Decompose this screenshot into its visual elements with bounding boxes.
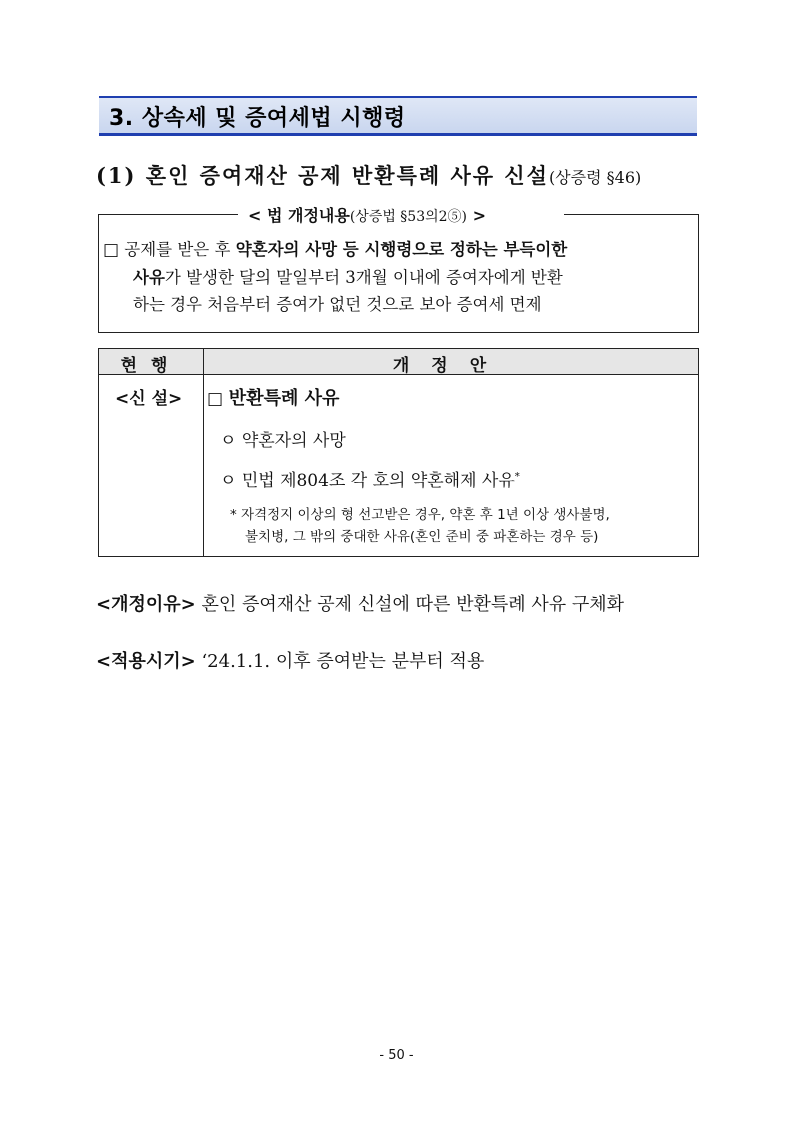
section-header-bar: [99, 96, 697, 136]
note-line-2: 불치병, 그 밖의 중대한 사유(혼인 준비 중 파혼하는 경우 등): [245, 529, 599, 545]
amendment-reason: [96, 590, 624, 616]
page-number: - 50 -: [379, 1048, 414, 1063]
reason-label: <개정이유>: [96, 594, 196, 615]
checkbox-icon: □: [103, 240, 120, 260]
proposed-note: [230, 504, 696, 548]
law-box-label-ref: (상증법 §53의2⑤): [349, 209, 468, 225]
law-box-line-3: 하는 경우 처음부터 증여가 없던 것으로 보아 증여세 면제: [133, 295, 542, 314]
apply-label: <적용시기>: [96, 651, 196, 672]
law-box-line-1: □ 공제를 받은 후 약혼자의 사망 등 시행령으로 정하는 부득이한: [103, 240, 568, 260]
proposed-title: □ 반환특례 사유: [207, 388, 340, 409]
header-proposed: 개정안: [392, 356, 509, 376]
comparison-table: [98, 348, 699, 557]
checkbox-icon: □: [207, 389, 224, 409]
subsection-reference: (상증령 §46): [548, 168, 642, 187]
proposed-item-2: ㅇ 민법 제804조 각 호의 약혼해제 사유*: [220, 471, 520, 491]
subsection-heading: [96, 160, 641, 190]
subsection-title: (1) 혼인 증여재산 공제 반환특례 사유 신설: [96, 163, 549, 188]
note-line-1: * 자격정지 이상의 형 선고받은 경우, 약혼 후 1년 이상 생사불명,: [230, 507, 610, 523]
table-column-divider: [203, 349, 204, 556]
header-current: 현행: [120, 356, 182, 376]
reason-text: 혼인 증여재산 공제 신설에 따른 반환특례 사유 구체화: [195, 594, 625, 615]
law-box-label-end: >: [467, 206, 487, 225]
law-box-body: [103, 236, 697, 318]
current-cell: <신 설>: [115, 389, 183, 409]
law-box-line-2: 사유가 발생한 달의 말일부터 3개월 이내에 증여자에게 반환: [133, 268, 563, 287]
section-title: 3. 상속세 및 증여세법 시행령: [109, 106, 406, 131]
application-date: [96, 647, 484, 673]
apply-text: ‘24.1.1. 이후 증여받는 분부터 적용: [195, 651, 485, 672]
proposed-item-1: ㅇ 약혼자의 사망: [220, 431, 346, 451]
law-box-label-text: < 법 개정내용: [248, 206, 350, 225]
